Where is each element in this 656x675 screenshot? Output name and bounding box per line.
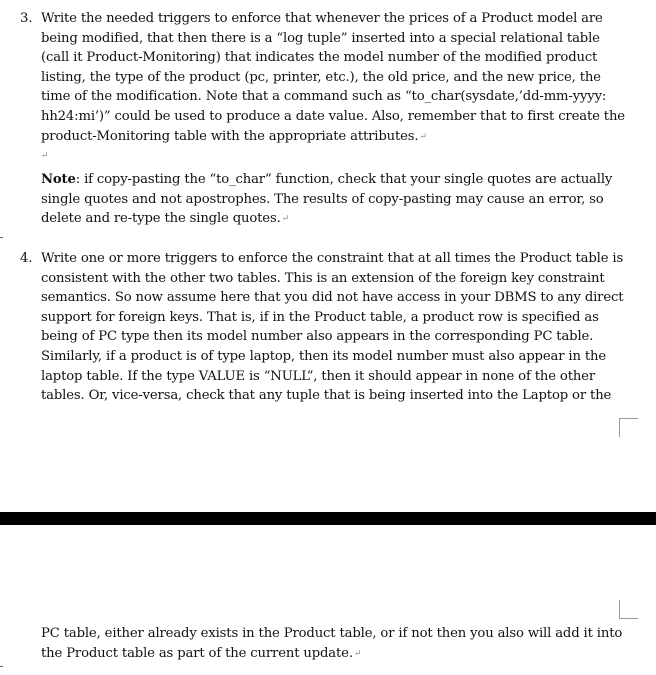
item-3-line: listing, the type of the product (pc, printer, etc.), the old price, and the new price, the [41,69,601,85]
item-3-line: time of the modification. Note that a command such as “to_char(sysdate,’dd-mm-yyyy: [41,89,607,105]
paragraph-mark-icon: ↵ [41,151,49,162]
page-corner-mark-bottom [619,600,638,619]
item-4-number: 4. [20,251,33,266]
item-3-line: (call it Product-Monitoring) that indicates the model number of the modified product [41,50,598,66]
item-3-text [41,9,625,166]
paragraph-mark-icon: ↵ [353,648,362,659]
item-4-line: Write one or more triggers to enforce the constraint that at all times the Product table is [41,251,624,266]
item-4-line: Similarly, if a product is of type laptop, then its model number must also appear in the [41,348,607,364]
item-4-line: tables. Or, vice-versa, check that any tuple that is being inserted into the Laptop or the [41,388,612,404]
empty-paragraph [41,146,625,166]
note-line-text: delete and re-type the single quotes. [41,211,281,227]
item-4-continued [41,624,622,663]
item-4-line: support for foreign keys. That is, if in the Product table, a product row is specified as [41,309,599,325]
item-3-line: Write the needed triggers to enforce that whenever the prices of a Product model are [41,11,603,26]
item-3-line: being modified, that then there is a “log tuple” inserted into a special relational table [41,30,600,46]
item-3-line-text: product-Monitoring table with the appropriate attributes. [41,128,419,144]
item-4-text [41,249,623,406]
paragraph-mark-icon: ↵ [419,131,427,142]
margin-tick-top [0,237,3,238]
note-paragraph [41,170,612,229]
item-3-line-last [41,127,625,147]
note-line-last [41,209,612,229]
item-4-line: being of PC type then its model number also appears in the corresponding PC table. [41,329,594,345]
item-4-line: consistent with the other two tables. This is an extension of the foreign key constraint [41,270,605,286]
item-4-continued-line-text: the Product table as part of the current update. [41,645,353,661]
item-3-line: hh24:mi’)” could be used to produce a date value. Also, remember that to first create the [41,108,625,124]
item-4-line: semantics. So now assume here that you did not have access in your DBMS to any direct [41,290,624,306]
item-3-number: 3. [20,11,33,26]
page-break-separator [0,512,656,525]
page-corner-mark-top [619,418,638,437]
note-line: single quotes and not apostrophes. The results of copy-pasting may cause an error, so [41,191,604,207]
note-line-first [41,170,612,190]
note-line-text: : if copy-pasting the “to_char” function, check that your single quotes are actually [75,172,613,187]
item-4-continued-line: PC table, either already exists in the Product table, or if not then you also will add it into [41,626,623,641]
item-4-line: laptop table. If the type VALUE is “NULL”, then it should appear in none of the other [41,368,595,384]
paragraph-mark-icon: ↵ [281,214,290,225]
note-label: Note [41,172,76,187]
margin-tick-bottom [0,666,3,667]
item-4-continued-line-last [41,644,622,664]
